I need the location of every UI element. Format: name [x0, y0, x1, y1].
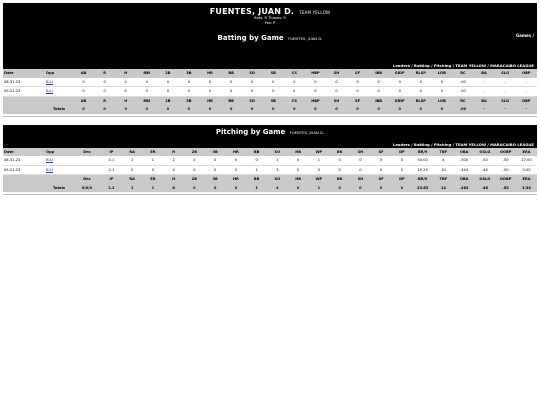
table-cell: 0	[329, 184, 350, 193]
table-cell: 0	[178, 87, 199, 97]
column-header: Opp	[45, 69, 73, 78]
column-header: HBP	[305, 69, 326, 78]
column-header: OOBP	[495, 148, 516, 157]
table-cell: 0	[410, 105, 431, 114]
column-header: SLG	[495, 96, 516, 105]
table-cell: 0	[226, 184, 247, 193]
column-header	[45, 175, 73, 184]
table-cell: 0	[350, 184, 371, 193]
table-cell: 0	[157, 78, 178, 87]
column-header: OSLG	[475, 148, 496, 157]
column-header: SO	[242, 96, 263, 105]
table-cell: -	[516, 105, 537, 114]
column-header: RBI	[136, 69, 157, 78]
batting-title	[3, 25, 537, 42]
table-cell: 0	[143, 165, 164, 175]
column-header: TBF	[433, 175, 454, 184]
table-cell: 0	[368, 78, 389, 87]
table-cell: 54.00	[412, 156, 433, 165]
column-header: SO	[242, 69, 263, 78]
opponent-link[interactable]: BLU	[46, 158, 53, 163]
table-cell: 1	[122, 156, 143, 165]
table-cell: 1	[122, 184, 143, 193]
column-header: BR/9	[412, 175, 433, 184]
table-cell	[45, 156, 73, 165]
column-header: BK	[329, 175, 350, 184]
table-cell: 0	[309, 165, 330, 175]
column-header: OBP	[516, 96, 537, 105]
table-cell	[45, 78, 73, 87]
table-cell: 10	[433, 165, 454, 175]
table-cell: 0	[221, 87, 242, 97]
table-cell: 0	[136, 78, 157, 87]
table-cell: 0	[184, 165, 205, 175]
table-cell: 0	[263, 105, 284, 114]
table-cell: -	[495, 105, 516, 114]
column-header: ERA	[516, 148, 537, 157]
column-header	[3, 96, 45, 105]
table-cell	[45, 87, 73, 97]
column-header: HR	[199, 69, 220, 78]
column-header: H	[163, 148, 184, 157]
column-header: BB	[221, 69, 242, 78]
pitching-title	[3, 125, 537, 142]
table-row	[3, 165, 537, 175]
table-cell: 19.29	[412, 165, 433, 175]
table-cell: 0	[242, 78, 263, 87]
table-cell: 0.1	[101, 156, 122, 165]
table-cell: -	[495, 78, 516, 87]
table-cell: 0	[184, 156, 205, 165]
table-cell: 08-31-23	[3, 156, 45, 165]
column-header: IP	[101, 175, 122, 184]
table-cell: 0	[221, 78, 242, 87]
table-cell: 0/0/0	[73, 184, 101, 193]
table-row	[3, 87, 537, 97]
table-cell: 0	[326, 78, 347, 87]
table-cell: 0	[284, 105, 305, 114]
column-header: HR	[226, 148, 247, 157]
table-cell: 0	[199, 105, 220, 114]
table-cell: 0	[347, 78, 368, 87]
column-header: ER	[143, 148, 164, 157]
table-cell: 0	[221, 105, 242, 114]
table-cell: 0	[205, 184, 226, 193]
pitching-totals-row	[3, 184, 537, 193]
player-title	[3, 3, 537, 16]
player-name: FUENTES, JUAN D.	[209, 7, 295, 16]
table-cell: .444	[454, 165, 475, 175]
table-cell: 0	[389, 105, 410, 114]
column-header: BB	[246, 148, 267, 157]
batting-table	[3, 69, 537, 114]
column-header: ERA	[516, 175, 537, 184]
column-header: RC	[452, 96, 473, 105]
table-cell: 0	[122, 165, 143, 175]
table-cell: 0	[371, 156, 392, 165]
column-header: 2B	[157, 69, 178, 78]
table-cell	[73, 165, 101, 175]
table-cell: -	[473, 78, 494, 87]
table-cell: 0	[389, 78, 410, 87]
table-cell: 0	[329, 156, 350, 165]
table-cell: -	[495, 87, 516, 97]
table-cell: 4	[267, 184, 288, 193]
table-cell: 14	[433, 184, 454, 193]
table-cell: 0	[226, 156, 247, 165]
column-header: OBA	[454, 175, 475, 184]
opponent-link[interactable]: BLU	[46, 89, 53, 94]
pitching-subtitle: FUENTES, JUAN D.	[289, 129, 325, 135]
column-header: SB	[263, 96, 284, 105]
table-cell: 0	[115, 87, 136, 97]
column-header: RA	[122, 175, 143, 184]
table-cell	[45, 165, 73, 175]
opponent-link[interactable]: BLU	[46, 79, 53, 84]
table-cell	[3, 184, 45, 193]
column-header: ER	[143, 175, 164, 184]
table-cell: 6	[163, 184, 184, 193]
batting-header-row	[3, 69, 537, 78]
table-cell: .46	[475, 184, 496, 193]
column-header: Dec	[73, 175, 101, 184]
table-cell: 1	[309, 156, 330, 165]
column-header: RC	[452, 69, 473, 78]
pitching-breadcrumb-text[interactable]: Leaders / Batting / Pitching / TEAM YELLOW / MARACAIBO LEAGUE	[392, 141, 534, 147]
table-cell: 0	[305, 78, 326, 87]
table-cell: .44	[475, 165, 496, 175]
table-cell: 0	[347, 105, 368, 114]
column-header: Date	[3, 148, 45, 157]
table-cell	[3, 105, 45, 114]
column-header: IBB	[368, 69, 389, 78]
table-cell: 0	[263, 87, 284, 97]
table-cell: 0	[350, 165, 371, 175]
table-cell: .462	[454, 184, 475, 193]
column-header: RLSP	[410, 69, 431, 78]
table-cell: 0	[389, 87, 410, 97]
column-header: Date	[3, 69, 45, 78]
column-header: AB	[73, 69, 94, 78]
batting-subtitle: FUENTES, JUAN D.	[288, 36, 323, 41]
column-header: 3B	[178, 69, 199, 78]
column-header: GIDP	[389, 96, 410, 105]
table-cell: 0	[157, 87, 178, 97]
column-header: H	[115, 69, 136, 78]
table-row	[3, 78, 537, 87]
table-cell: 0	[199, 78, 220, 87]
table-cell: 27.00	[516, 156, 537, 165]
table-cell: 0	[368, 87, 389, 97]
table-cell: 09-21-23	[3, 165, 45, 175]
column-header: IBB	[368, 96, 389, 105]
table-cell: 08-31-23	[3, 78, 45, 87]
batting-breadcrumb-text[interactable]: Leaders / Batting / Pitching / TEAM YELLOW / MARACAIBO LEAGUE	[392, 63, 534, 68]
table-cell: 0	[246, 156, 267, 165]
table-cell: 0	[242, 105, 263, 114]
table-cell	[73, 156, 101, 165]
table-cell: 0	[115, 105, 136, 114]
column-header: R	[94, 69, 115, 78]
column-header: LOB	[431, 96, 452, 105]
column-header: SH	[326, 69, 347, 78]
table-cell: 0	[157, 105, 178, 114]
table-cell: 23.63	[412, 184, 433, 193]
column-header: H	[115, 96, 136, 105]
table-cell: 0	[347, 87, 368, 97]
column-header: BR/9	[412, 148, 433, 157]
table-cell: 0	[431, 87, 452, 97]
pitching-divider	[3, 194, 537, 195]
table-cell: 0	[410, 87, 431, 97]
table-cell: 4	[433, 156, 454, 165]
column-header: SF	[347, 69, 368, 78]
table-cell: -	[473, 105, 494, 114]
column-header: RBI	[136, 96, 157, 105]
table-cell: 0	[178, 78, 199, 87]
table-cell: .50	[495, 156, 516, 165]
column-header: SH	[350, 175, 371, 184]
bats-throws: Bats: R Throws: R	[254, 16, 286, 20]
table-cell: 0	[392, 156, 413, 165]
table-cell: .50	[475, 156, 496, 165]
column-header: HBP	[305, 96, 326, 105]
column-header: 3B	[205, 175, 226, 184]
column-header: SF	[371, 175, 392, 184]
column-header: 2B	[184, 148, 205, 157]
table-cell: .00	[452, 87, 473, 97]
table-cell: 0	[94, 87, 115, 97]
table-cell: 0	[329, 165, 350, 175]
column-header: HR	[226, 175, 247, 184]
table-cell: 0	[288, 184, 309, 193]
column-header: SO	[267, 175, 288, 184]
table-cell: .00	[452, 105, 473, 114]
pitching-title-text: Pitching by Game	[215, 127, 286, 136]
column-header: Opp	[45, 148, 73, 157]
table-cell: 0.00	[516, 165, 537, 175]
column-header: SH	[350, 148, 371, 157]
column-header: BK	[329, 148, 350, 157]
table-cell: 0	[410, 78, 431, 87]
column-header: 3B	[205, 148, 226, 157]
column-header: SLG	[495, 69, 516, 78]
column-header: 3B	[178, 96, 199, 105]
table-cell: 0	[199, 87, 220, 97]
column-header	[3, 175, 45, 184]
table-cell: 3.38	[516, 184, 537, 193]
column-header: SO	[267, 148, 288, 157]
column-header: H	[163, 175, 184, 184]
column-header: AB	[73, 96, 94, 105]
table-cell: 0	[136, 105, 157, 114]
column-header: IP	[101, 148, 122, 157]
batting-title-text: Batting by Game	[217, 34, 284, 42]
table-cell: 0	[431, 105, 452, 114]
column-header: BB	[221, 96, 242, 105]
table-cell: 0	[73, 78, 94, 87]
column-header: 2B	[157, 96, 178, 105]
column-header: DP	[392, 175, 413, 184]
column-header: OOBP	[495, 175, 516, 184]
pitching-panel	[3, 125, 537, 148]
table-cell: 1	[143, 156, 164, 165]
table-cell: 1	[309, 184, 330, 193]
column-header: OSLG	[475, 175, 496, 184]
table-row	[3, 156, 537, 165]
column-header: RA	[122, 148, 143, 157]
opponent-link[interactable]: BLU	[46, 167, 53, 172]
batting-panel	[3, 3, 537, 69]
pitching-header-row	[3, 148, 537, 157]
column-header: DP	[392, 148, 413, 157]
table-cell: 0	[305, 105, 326, 114]
table-cell: 0	[371, 165, 392, 175]
table-cell: 0	[184, 184, 205, 193]
table-cell: 0	[392, 165, 413, 175]
table-cell: Totals	[45, 105, 73, 114]
table-cell: 0	[284, 78, 305, 87]
games-link[interactable]: Games /	[515, 33, 534, 38]
column-header	[45, 96, 73, 105]
column-header: SF	[371, 148, 392, 157]
column-header: HB	[288, 175, 309, 184]
table-cell: 0	[350, 156, 371, 165]
table-cell: 0	[73, 87, 94, 97]
table-cell: 0	[178, 105, 199, 114]
batting-header-row	[3, 96, 537, 105]
column-header: WP	[309, 175, 330, 184]
table-cell: 2.2	[101, 184, 122, 193]
table-cell: 0	[392, 184, 413, 193]
column-header: HB	[288, 148, 309, 157]
column-header: LOB	[431, 69, 452, 78]
table-cell: -	[516, 87, 537, 97]
column-header: R	[94, 96, 115, 105]
column-header: BA	[473, 96, 494, 105]
page	[3, 3, 537, 195]
table-cell: 0	[205, 165, 226, 175]
column-header: 2B	[184, 175, 205, 184]
column-header: SF	[347, 96, 368, 105]
table-cell: 0	[284, 87, 305, 97]
table-cell: 1	[143, 184, 164, 193]
player-header	[3, 3, 537, 63]
table-cell: 0	[94, 78, 115, 87]
pitching-header-row	[3, 175, 537, 184]
table-cell: -	[473, 87, 494, 97]
table-cell: .50	[495, 184, 516, 193]
column-header: CS	[284, 96, 305, 105]
column-header: TBF	[433, 148, 454, 157]
table-cell: .00	[452, 78, 473, 87]
column-header: OBA	[454, 148, 475, 157]
column-header: CS	[284, 69, 305, 78]
table-cell: 0	[326, 105, 347, 114]
table-cell: 09-21-23	[3, 87, 45, 97]
table-cell: 2	[163, 156, 184, 165]
table-cell: 0	[94, 105, 115, 114]
batting-totals-row	[3, 105, 537, 114]
table-cell: 4	[163, 165, 184, 175]
table-cell: 0	[288, 165, 309, 175]
table-cell: 2.1	[101, 165, 122, 175]
column-header: WP	[309, 148, 330, 157]
table-cell: 0	[205, 156, 226, 165]
table-cell: 3	[267, 165, 288, 175]
table-cell: 0	[263, 78, 284, 87]
table-cell: Totals	[45, 184, 73, 193]
table-cell: 1	[246, 184, 267, 193]
table-cell: 0	[288, 156, 309, 165]
column-header: Dec	[73, 148, 101, 157]
position: Pos: P	[264, 20, 276, 25]
column-header: BB	[246, 175, 267, 184]
table-cell: .50	[495, 165, 516, 175]
table-cell: 0	[73, 105, 94, 114]
table-cell: 0	[226, 165, 247, 175]
table-cell: -	[516, 78, 537, 87]
table-cell: 0	[242, 87, 263, 97]
table-cell: 0	[115, 78, 136, 87]
column-header: HR	[199, 96, 220, 105]
table-cell: .500	[454, 156, 475, 165]
table-cell: 0	[371, 184, 392, 193]
table-cell: 0	[326, 87, 347, 97]
column-header: SH	[326, 96, 347, 105]
table-cell: 1	[246, 165, 267, 175]
table-cell: 0	[431, 78, 452, 87]
table-cell: 0	[305, 87, 326, 97]
column-header: RLSP	[410, 96, 431, 105]
player-team: TEAM YELLOW	[299, 10, 331, 15]
pitching-table	[3, 148, 537, 193]
table-cell: 0	[368, 105, 389, 114]
column-header: OBP	[516, 69, 537, 78]
table-cell: 0	[136, 87, 157, 97]
column-header: BA	[473, 69, 494, 78]
column-header: GIDP	[389, 69, 410, 78]
table-cell: 1	[267, 156, 288, 165]
column-header: SB	[263, 69, 284, 78]
